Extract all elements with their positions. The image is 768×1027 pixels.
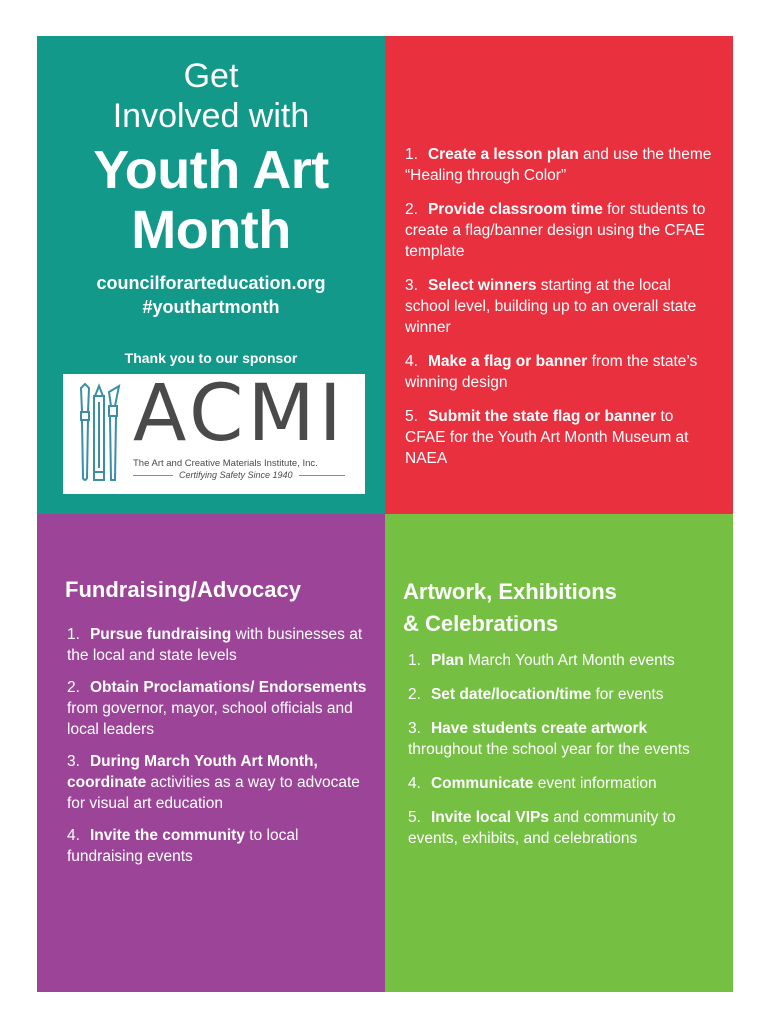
list-item — [405, 406, 717, 469]
item-bold-text: Pursue fundraising — [89, 626, 232, 643]
item-number: 5. — [405, 408, 418, 425]
list-item — [405, 351, 717, 393]
item-bold-text: Communicate — [430, 775, 534, 792]
steps-panel — [385, 36, 733, 514]
item-number: 2. — [405, 201, 418, 218]
item-bold-text: Obtain Proclamations/ Endorsements — [89, 679, 367, 696]
list-item — [405, 199, 717, 262]
artwork-panel — [385, 514, 733, 992]
fundraising-heading: Fundraising/Advocacy — [65, 577, 301, 602]
title-line-involved: Involved with — [112, 97, 310, 135]
item-number: 4. — [405, 353, 418, 370]
artwork-heading-line1: Artwork, Exhibitions — [403, 579, 617, 604]
item-bold-text: Make a flag or banner — [427, 353, 588, 370]
item-number: 1. — [405, 146, 418, 163]
item-text: for events — [591, 686, 664, 703]
sponsor-logo — [63, 369, 365, 494]
item-number: 4. — [67, 827, 80, 844]
item-text: event information — [533, 775, 657, 792]
item-text: to local fundraising events — [67, 827, 299, 865]
item-number: 3. — [67, 753, 80, 770]
hashtag: #youthartmonth — [142, 297, 280, 317]
fundraising-panel — [37, 514, 385, 992]
list-item — [67, 624, 367, 666]
list-item — [405, 275, 717, 338]
title-panel — [37, 36, 385, 514]
item-bold-text: Set date/location/time — [430, 686, 592, 703]
item-bold-text: Have students create artwork — [430, 720, 648, 737]
art-tools-icon — [75, 382, 127, 486]
list-item — [405, 144, 717, 186]
title-month: Month — [131, 200, 291, 260]
artwork-list — [408, 650, 708, 862]
item-text: starting at the local school level, building up to an overall state winner — [405, 277, 697, 336]
item-bold-text: Provide classroom time — [427, 201, 603, 218]
item-text: from the state’s winning design — [405, 353, 698, 391]
item-bold-text: Plan — [430, 652, 464, 669]
item-bold-text: Select winners — [427, 277, 537, 294]
item-bold-text: Invite the community — [89, 827, 245, 844]
item-number: 3. — [405, 277, 418, 294]
item-text: to CFAE for the Youth Art Month Museum at NAEA — [405, 408, 689, 467]
item-number: 1. — [67, 626, 80, 643]
logo-wordmark: ACMI — [133, 369, 346, 459]
item-number: 1. — [408, 652, 421, 669]
item-text: for students to create a flag/banner design using the CFAE template — [405, 201, 706, 260]
item-bold-text: During March Youth Art Month, coordinate — [67, 753, 318, 791]
artwork-heading — [403, 576, 723, 640]
list-item — [408, 718, 708, 760]
steps-list — [405, 144, 717, 482]
item-number: 4. — [408, 775, 421, 792]
item-number: 3. — [408, 720, 421, 737]
list-item — [67, 825, 367, 867]
list-item — [67, 751, 367, 814]
item-number: 5. — [408, 809, 421, 826]
list-item — [408, 807, 708, 849]
item-bold-text: Invite local VIPs — [430, 809, 549, 826]
item-number: 2. — [67, 679, 80, 696]
logo-subtitle: The Art and Creative Materials Institute, Inc. — [133, 458, 318, 469]
list-item — [408, 684, 708, 705]
item-text: with businesses at the local and state levels — [67, 626, 363, 664]
item-text: and use the theme “Healing through Color” — [405, 146, 712, 184]
item-text: activities as a way to advocate for visual art education — [67, 774, 360, 812]
item-text: and community to events, exhibits, and celebrations — [408, 809, 676, 847]
item-bold-text: Create a lesson plan — [427, 146, 579, 163]
list-item — [67, 677, 367, 740]
fundraising-list — [67, 624, 367, 878]
artwork-heading-line2: & Celebrations — [403, 611, 559, 636]
website-link[interactable]: councilforarteducation.org — [96, 273, 326, 293]
item-text: throughout the school year for the events — [408, 741, 690, 758]
sponsor-label: Thank you to our sponsor — [124, 350, 298, 366]
logo-tagline: Certifying Safety Since 1940 — [173, 470, 299, 480]
item-text: March Youth Art Month events — [463, 652, 675, 669]
list-item — [408, 650, 708, 671]
item-number: 2. — [408, 686, 421, 703]
item-text: from governor, mayor, school officials and local leaders — [67, 700, 353, 738]
title-line-get: Get — [183, 57, 239, 95]
item-bold-text: Submit the state flag or banner — [427, 408, 657, 425]
title-youth-art: Youth Art — [93, 140, 329, 200]
list-item — [408, 773, 708, 794]
